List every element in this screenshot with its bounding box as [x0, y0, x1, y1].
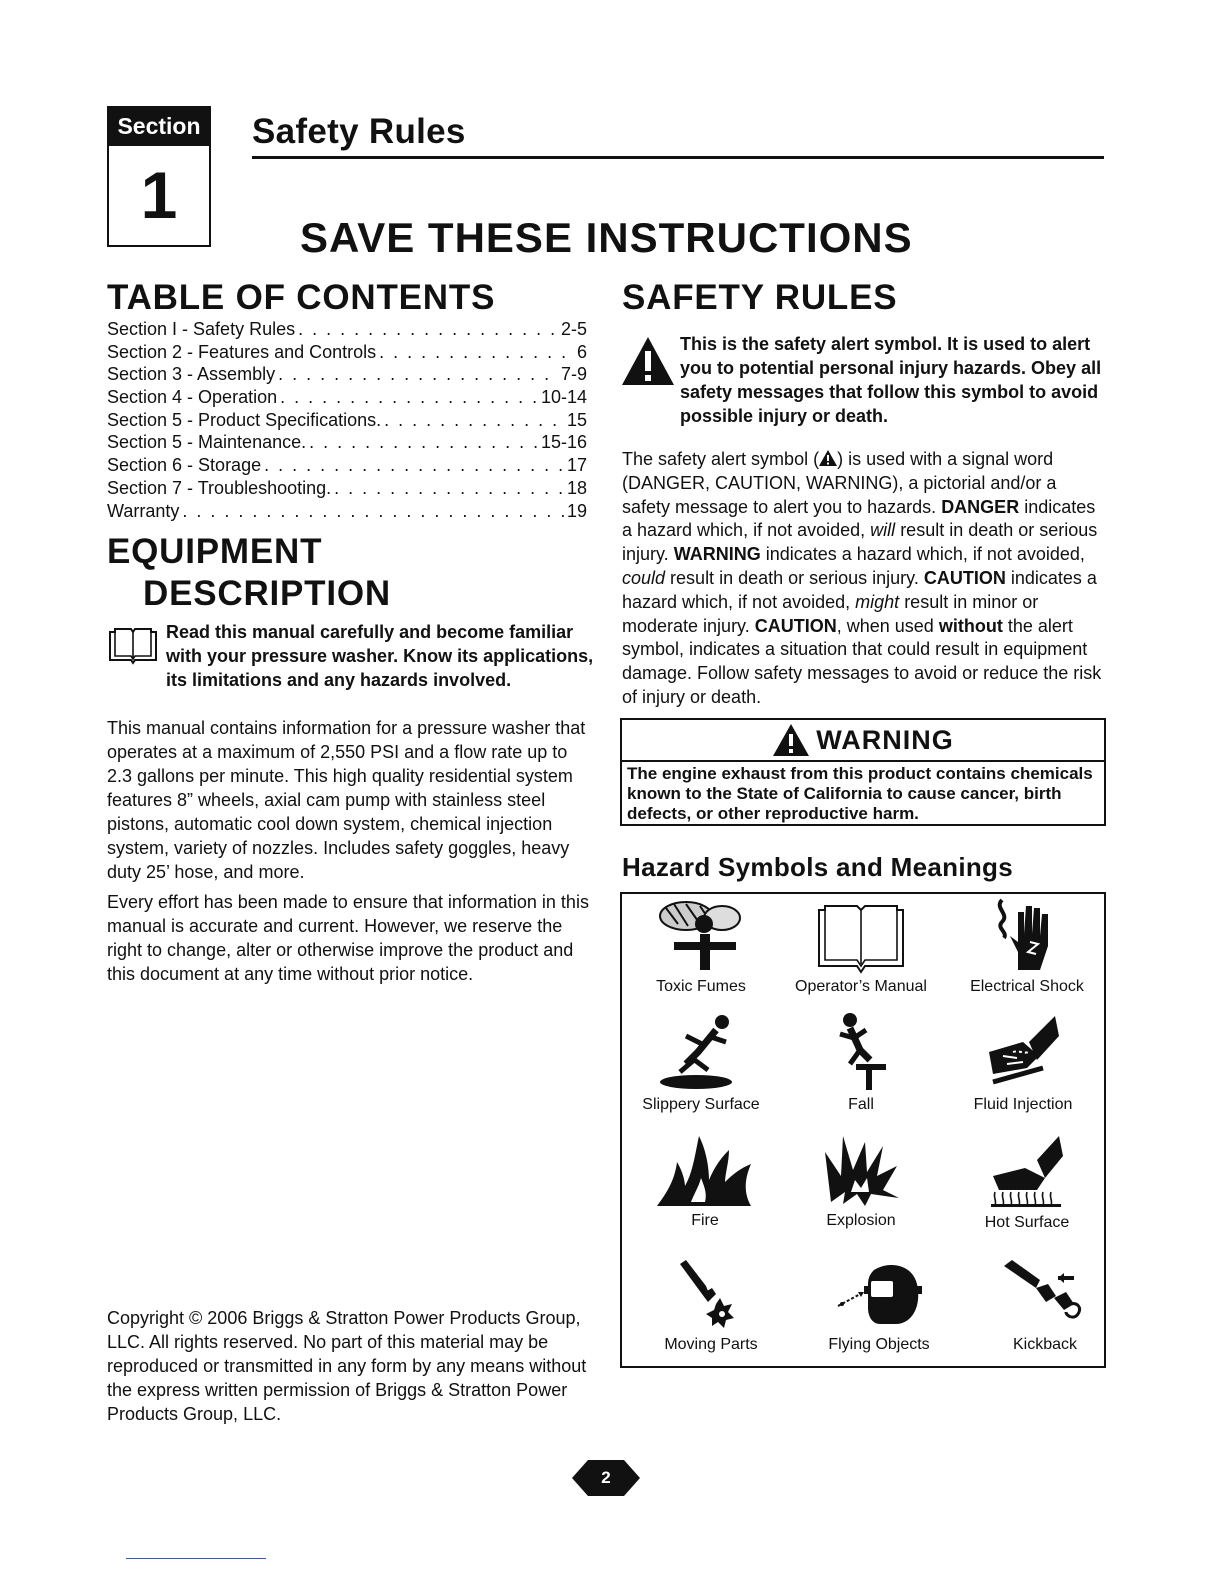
section-number: 1 [140, 158, 178, 232]
hazard-label: Kickback [1012, 1336, 1078, 1353]
toc-pages: 18 [566, 477, 587, 498]
hazard-item [626, 898, 776, 996]
toc-row[interactable] [107, 318, 587, 341]
warning-header [622, 720, 1104, 762]
safety-rules-heading: SAFETY RULES [622, 278, 898, 317]
toc-title: Warranty [107, 500, 180, 521]
toc-title: Section 5 - Product Specifications. [107, 409, 382, 430]
operators-manual-icon [815, 902, 907, 974]
toc-title: Section 7 - Troubleshooting. [107, 477, 332, 498]
save-instructions-title: SAVE THESE INSTRUCTIONS [300, 214, 913, 261]
page-number: 2 [601, 1468, 611, 1487]
toc-row[interactable] [107, 341, 587, 364]
hazard-item [626, 1012, 776, 1114]
manual-book-icon [107, 626, 159, 666]
hazard-item [804, 1260, 954, 1354]
hazard-item [970, 1258, 1120, 1354]
toc-row[interactable] [107, 477, 587, 500]
toc-pages: 7-9 [560, 364, 587, 385]
hot-surface-icon [987, 1134, 1067, 1210]
hazard-label: Hot Surface [984, 1214, 1070, 1231]
caution-word: CAUTION [923, 567, 1006, 588]
hazard-item [952, 898, 1102, 996]
chapter-title: Safety Rules [252, 112, 466, 151]
toc-row[interactable] [107, 363, 587, 386]
hazard-item [948, 1012, 1098, 1114]
equipment-heading-line2: DESCRIPTION [143, 574, 391, 613]
toc-row[interactable] [107, 500, 587, 523]
hazard-label: Fluid Injection [973, 1096, 1073, 1113]
table-of-contents [107, 318, 587, 522]
warning-box [620, 718, 1106, 826]
hazard-item [952, 1134, 1102, 1232]
without-word: without [938, 615, 1003, 636]
toc-row[interactable] [107, 386, 587, 409]
flying-objects-icon [834, 1260, 924, 1332]
fire-icon [655, 1132, 755, 1208]
danger-word: DANGER [941, 496, 1020, 517]
toc-pages: 2-5 [560, 319, 587, 339]
toc-pages: 15-16 [540, 432, 587, 453]
toc-pages: 6 [576, 341, 587, 362]
toc-title: Section 5 - Maintenance. [107, 432, 307, 453]
hazard-label: Operator’s Manual [795, 978, 927, 995]
toc-row[interactable] [107, 409, 587, 432]
alert-symbol-note: This is the safety alert symbol. It is used to alert you to potential personal injury hazards. Obey all safety messages that follow this symbol to avoid possible injury or death. [680, 334, 1102, 426]
moving-parts-icon [676, 1258, 746, 1332]
slippery-surface-icon [656, 1012, 746, 1092]
explosion-icon [821, 1132, 901, 1208]
fall-icon [826, 1012, 896, 1092]
warning-title: WARNING [816, 724, 954, 755]
toc-pages: 17 [566, 455, 587, 476]
hazard-item [786, 902, 936, 996]
equipment-heading-line1: EQUIPMENT [107, 532, 323, 571]
hazard-item [786, 1132, 936, 1230]
toc-row[interactable] [107, 431, 587, 454]
hazard-label: Fall [848, 1096, 874, 1113]
electrical-shock-icon [992, 898, 1062, 974]
hazard-item [630, 1132, 780, 1230]
hazard-label: Toxic Fumes [656, 978, 746, 995]
toc-title: Section 4 - Operation [107, 387, 278, 408]
hazard-label: Fire [691, 1212, 719, 1229]
section-badge [107, 106, 211, 247]
toc-title: Section I - Safety Rules [107, 319, 296, 339]
warning-text: The engine exhaust from this product contains chemicals known to the State of California to cause cancer, birth defects, or other reproductive harm. [627, 764, 1093, 823]
toc-title: Section 2 - Features and Controls [107, 341, 377, 362]
copyright-notice: Copyright © 2006 Briggs & Stratton Power Products Group, LLC. All rights reserved. No part of this material may be reproduced or transmitted in any form by any means without the express written permission of Briggs & Stratton Power Products Group, LLC. [107, 1308, 587, 1424]
hazard-label: Electrical Shock [970, 978, 1084, 995]
toc-pages: 15 [566, 409, 587, 430]
section-label: Section [109, 108, 209, 146]
inline-alert-icon [819, 450, 837, 466]
warning-triangle-icon [772, 723, 810, 757]
hazard-item [786, 1012, 936, 1114]
hazard-label: Explosion [826, 1212, 896, 1229]
toc-title: Section 3 - Assembly [107, 364, 276, 385]
toxic-fumes-icon [656, 898, 746, 974]
hazard-label: Flying Objects [828, 1336, 930, 1353]
caution-word: CAUTION [754, 615, 837, 636]
equipment-paragraph-1: This manual contains information for a pressure washer that operates at a maximum of 2,550 PSI and a flow rate up to 2.3 gallons per minute. This high quality residential system features 8” wheels, axial cam pump with stainless steel pistons, automatic cool down system, chemical injection system, variety of nozzles. Includes safety goggles, heavy duty 25’ hose, and more. [107, 718, 586, 882]
manual-note: Read this manual carefully and become familiar with your pressure washer. Know its applications, its limitations and any hazards involved. [166, 622, 594, 690]
hazard-item [636, 1258, 786, 1354]
kickback-icon [1000, 1258, 1090, 1332]
hazard-symbols-heading: Hazard Symbols and Meanings [622, 852, 1013, 882]
toc-title: Section 6 - Storage [107, 455, 262, 476]
footer-line [126, 1558, 266, 1559]
fluid-injection-icon [983, 1012, 1063, 1092]
toc-heading: TABLE OF CONTENTS [107, 278, 496, 317]
signal-words-paragraph: The safety alert symbol ( ) is used with a signal word (DANGER, CAUTION, WARNING), a pictorial and/or a safety message to alert you to hazards. DANGER indicates a hazard which, if not avoided, will result in death or serious injury. WARNING indicates a hazard which, if not avoided, could result in death or serious injury. CAUTION indicates a hazard which, if not avoided, might result in minor or moderate injury. CAUTION, when used without the alert symbol, indicates a situation that could result in equipment damage. Follow safety messages to avoid or reduce the risk of injury or death. [622, 449, 1102, 707]
hazard-label: Slippery Surface [642, 1096, 760, 1113]
warning-word: WARNING [673, 544, 761, 565]
chapter-rule [252, 156, 1104, 159]
safety-alert-icon [620, 335, 676, 387]
toc-row[interactable] [107, 454, 587, 477]
hazard-label: Moving Parts [664, 1336, 758, 1353]
toc-pages: 19 [566, 500, 587, 521]
hazard-symbols-grid [620, 892, 1106, 1368]
toc-pages: 10-14 [540, 387, 587, 408]
equipment-paragraph-2: Every effort has been made to ensure that information in this manual is accurate and current. However, we reserve the right to change, alter or otherwise improve the product and this document at any time without prior notice. [107, 892, 589, 984]
